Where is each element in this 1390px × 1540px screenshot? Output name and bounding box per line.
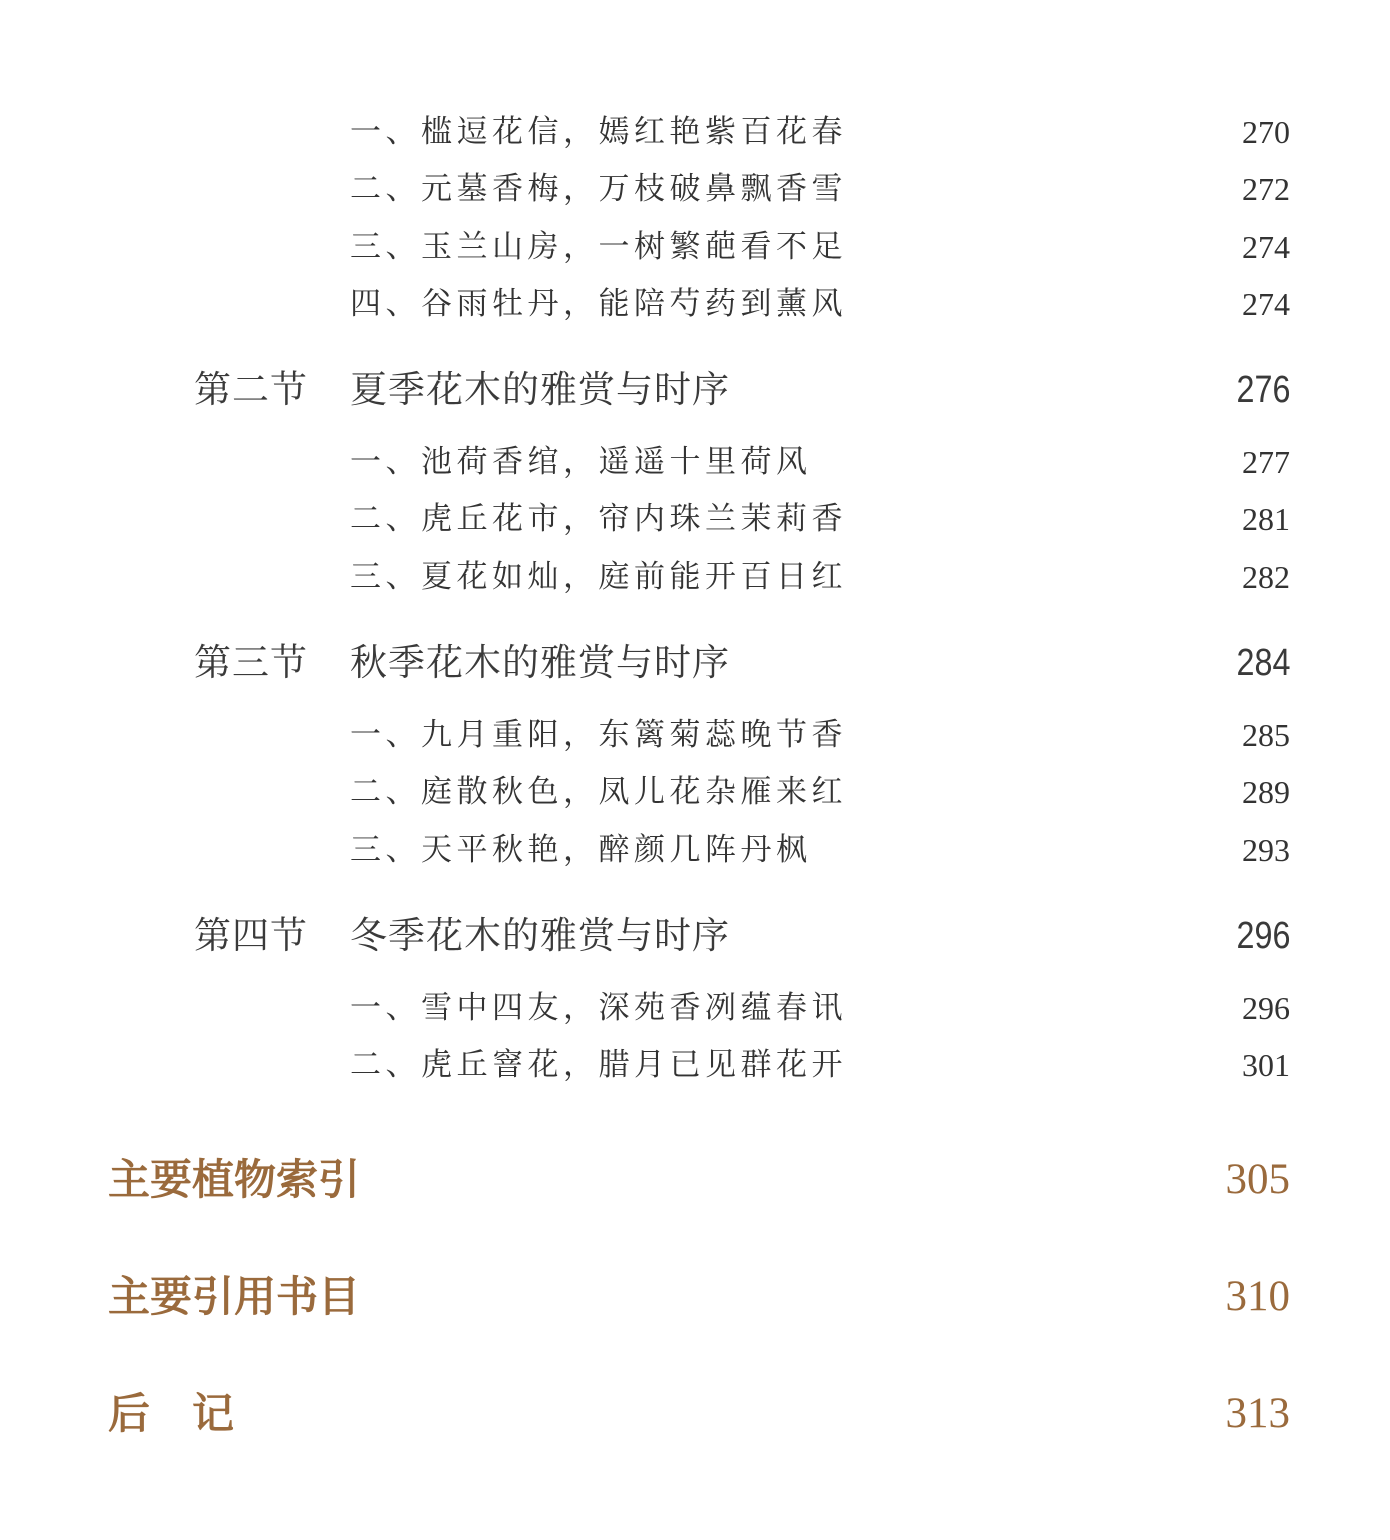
entry-page-number: 285 bbox=[1242, 717, 1290, 753]
entry-page-number: 296 bbox=[1242, 990, 1290, 1026]
entry-title: 二、虎丘花市，帘内珠兰茉莉香 bbox=[350, 501, 847, 537]
entry-title: 三、玉兰山房，一树繁葩看不足 bbox=[350, 229, 847, 265]
section-title: 冬季花木的雅赏与时序 bbox=[350, 914, 730, 957]
entry-page-number: 270 bbox=[1242, 114, 1290, 150]
entry-title: 二、元墓香梅，万枝破鼻飘香雪 bbox=[350, 171, 847, 207]
entry-page-number: 293 bbox=[1242, 832, 1290, 868]
back-matter-page-number: 305 bbox=[1225, 1156, 1290, 1203]
entry-page-number: 301 bbox=[1242, 1047, 1290, 1083]
section-label: 第四节 bbox=[194, 914, 308, 957]
entry-title: 三、夏花如灿，庭前能开百日红 bbox=[350, 559, 847, 595]
entry-page-number: 274 bbox=[1242, 229, 1290, 265]
entry-page-number: 289 bbox=[1242, 774, 1290, 810]
section-title: 夏季花木的雅赏与时序 bbox=[350, 368, 730, 411]
entry-page-number: 281 bbox=[1242, 501, 1290, 537]
section-title: 秋季花木的雅赏与时序 bbox=[350, 641, 730, 684]
entry-title: 四、谷雨牡丹，能陪芍药到薰风 bbox=[350, 286, 847, 322]
entry-title: 二、庭散秋色，凤儿花杂雁来红 bbox=[350, 774, 847, 810]
section-page-number: 296 bbox=[1236, 915, 1290, 957]
back-matter-page-number: 313 bbox=[1225, 1390, 1290, 1437]
entry-title: 二、虎丘窨花，腊月已见群花开 bbox=[350, 1047, 847, 1083]
back-matter-title: 主要植物索引 bbox=[108, 1155, 361, 1204]
entry-title: 三、天平秋艳，醉颜几阵丹枫 bbox=[350, 832, 812, 868]
back-matter-title: 后 记 bbox=[108, 1389, 235, 1438]
section-page-number: 276 bbox=[1236, 369, 1290, 411]
entry-page-number: 272 bbox=[1242, 171, 1290, 207]
back-matter-title: 主要引用书目 bbox=[108, 1272, 361, 1321]
entry-page-number: 274 bbox=[1242, 286, 1290, 322]
section-page-number: 284 bbox=[1236, 642, 1290, 684]
entry-page-number: 277 bbox=[1242, 444, 1290, 480]
entry-title: 一、池荷香绾，遥遥十里荷风 bbox=[350, 444, 812, 480]
entry-title: 一、槛逗花信，嫣红艳紫百花春 bbox=[350, 114, 847, 150]
entry-page-number: 282 bbox=[1242, 559, 1290, 595]
back-matter-page-number: 310 bbox=[1225, 1273, 1290, 1320]
entry-title: 一、九月重阳，东篱菊蕊晚节香 bbox=[350, 717, 847, 753]
entry-title: 一、雪中四友，深苑香冽蕴春讯 bbox=[350, 990, 847, 1026]
section-label: 第二节 bbox=[194, 368, 308, 411]
section-label: 第三节 bbox=[194, 641, 308, 684]
